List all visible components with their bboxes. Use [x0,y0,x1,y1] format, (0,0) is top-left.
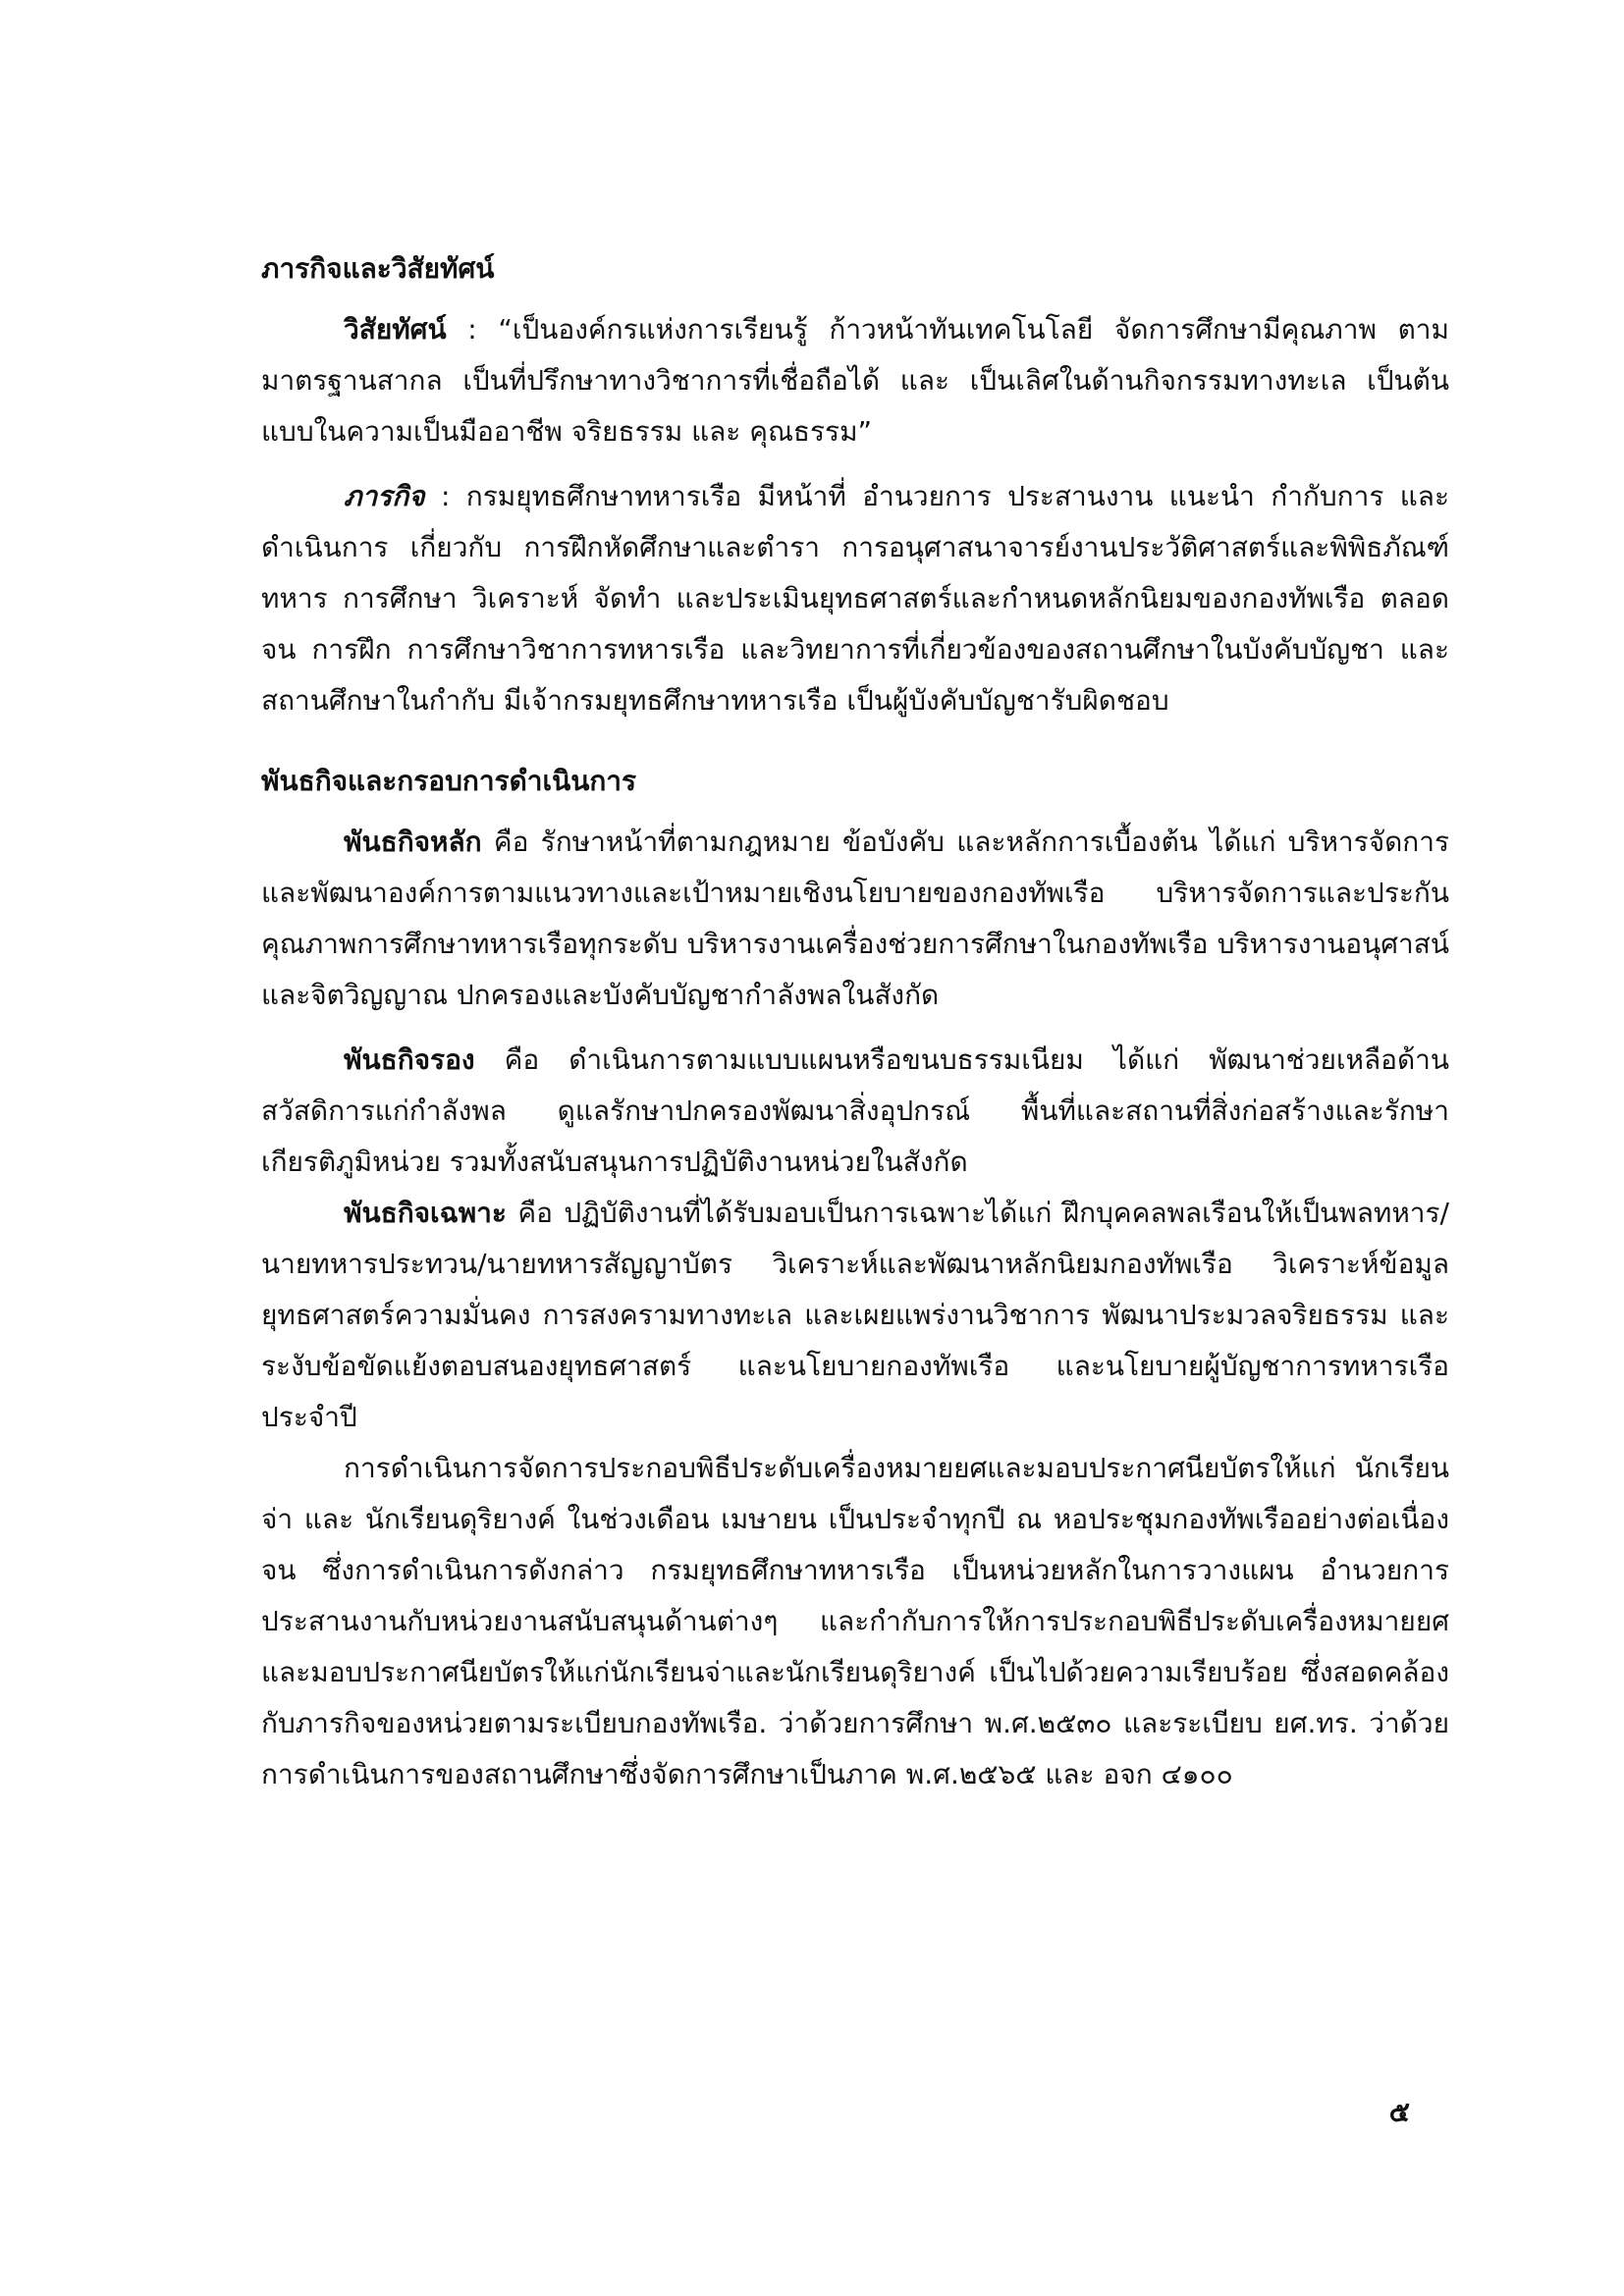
document-body [261,243,1449,1804]
heading-obligations: พันธกิจและกรอบการดำเนินการ [261,765,637,797]
heading-mission-vision: ภารกิจและวิสัยทัศน์ [261,252,495,285]
secondary-obligation-paragraph [261,1035,1449,1188]
main-obligation-text: คือ รักษาหน้าที่ตามกฎหมาย ข้อบังคับ และหลักการเบื้องต้น ได้แก่ บริหารจัดการและพัฒนาองค์การตามแนวทางและเป้าหมายเชิงนโยบายของกองทัพเรือ บริหารจัดการและประกันคุณภาพการศึกษาทหารเรือทุกระดับ บริหารงานเครื่องช่วยการศึกษาในกองทัพเรือ บริหารงานอนุศาสน์และจิตวิญญาณ ปกครองและบังคับบัญชากำลังพลในสังกัด [261,826,1449,1011]
specific-obligation-paragraph [261,1188,1449,1443]
vision-term: วิสัยทัศน์ [344,313,447,346]
mission-paragraph [261,471,1449,726]
main-obligation-term: พันธกิจหลัก [344,826,482,858]
page-number: ๕ [1388,2096,1410,2128]
main-obligation-paragraph [261,817,1449,1021]
ceremony-paragraph-clip [261,1443,1449,1804]
vision-text: : “เป็นองค์กรแห่งการเรียนรู้ ก้าวหน้าทันเทคโนโลยี จัดการศึกษามีคุณภาพ ตามมาตรฐานสากล เป็นที่ปรึกษาทางวิชาการที่เชื่อถือได้ และ เป็นเลิศในด้านกิจกรรมทางทะเล เป็นต้นแบบในความเป็นมืออาชีพ จริยธรรม และ คุณธรรม” [261,313,1449,448]
secondary-obligation-text: คือ ดำเนินการตามแบบแผนหรือขนบธรรมเนียม ได้แก่ พัฒนาช่วยเหลือด้านสวัสดิการแก่กำลังพล ดูแลรักษาปกครองพัฒนาสิ่งอุปกรณ์ พื้นที่และสถานที่สิ่งก่อสร้างและรักษาเกียรติภูมิหน่วย รวมทั้งสนับสนุนการปฏิบัติงานหน่วยในสังกัด [261,1043,1449,1178]
mission-term: ภารกิจ [344,480,425,512]
secondary-obligation-term: พันธกิจรอง [344,1043,475,1076]
specific-obligation-text: คือ ปฏิบัติงานที่ได้รับมอบเป็นการเฉพาะได้แก่ ฝึกบุคคลพลเรือนให้เป็นพลทหาร/นายทหารประทวน/นายทหารสัญญาบัตร วิเคราะห์และพัฒนาหลักนิยมกองทัพเรือ วิเคราะห์ข้อมูลยุทธศาสตร์ความมั่นคง การสงครามทางทะเล และเผยแพร่งานวิชาการ พัฒนาประมวลจริยธรรม และระงับข้อขัดแย้งตอบสนองยุทธศาสตร์ และนโยบายกองทัพเรือ และนโยบายผู้บัญชาการทหารเรือประจำปี [261,1197,1449,1433]
mission-text: : กรมยุทธศึกษาทหารเรือ มีหน้าที่ อำนวยการ ประสานงาน แนะนำ กำกับการ และดำเนินการ เกี่ยวกับ การฝึกหัดศึกษาและตำรา การอนุศาสนาจารย์งานประวัติศาสตร์และพิพิธภัณฑ์ทหาร การศึกษา วิเคราะห์ จัดทำ และประเมินยุทธศาสตร์และกำหนดหลักนิยมของกองทัพเรือ ตลอดจน การฝึก การศึกษาวิชาการทหารเรือ และวิทยาการที่เกี่ยวข้องของสถานศึกษาในบังคับบัญชา และสถานศึกษาในกำกับ มีเจ้ากรมยุทธศึกษาทหารเรือ เป็นผู้บังคับบัญชารับผิดชอบ [261,480,1449,717]
ceremony-paragraph: การดำเนินการจัดการประกอบพิธีประดับเครื่องหมายยศและมอบประกาศนียบัตรให้แก่ นักเรียนจ่า และ นักเรียนดุริยางค์ ในช่วงเดือน เมษายน เป็นประจำทุกปี ณ หอประชุมกองทัพเรืออย่างต่อเนื่องจน ซึ่งการดำเนินการดังกล่าว กรมยุทธศึกษาทหารเรือ เป็นหน่วยหลักในการวางแผน อำนวยการ ประสานงานกับหน่วยงานสนับสนุนด้านต่างๆ และกำกับการให้การประกอบพิธีประดับเครื่องหมายยศและมอบประกาศนียบัตรให้แก่นักเรียนจ่าและนักเรียนดุริยางค์ เป็นไปด้วยความเรียบร้อย ซึ่งสอดคล้องกับภารกิจของหน่วยตามระเบียบกองทัพเรือ. ว่าด้วยการศึกษา พ.ศ.๒๕๓๐ และระเบียบ ยศ.ทร. ว่าด้วยการดำเนินการของสถานศึกษาซึ่งจัดการศึกษาเป็นภาค พ.ศ.๒๕๖๕ และ อจก ๔๑๐๐ [261,1452,1449,1790]
vision-paragraph [261,304,1449,457]
specific-obligation-term: พันธกิจเฉพาะ [344,1197,507,1229]
